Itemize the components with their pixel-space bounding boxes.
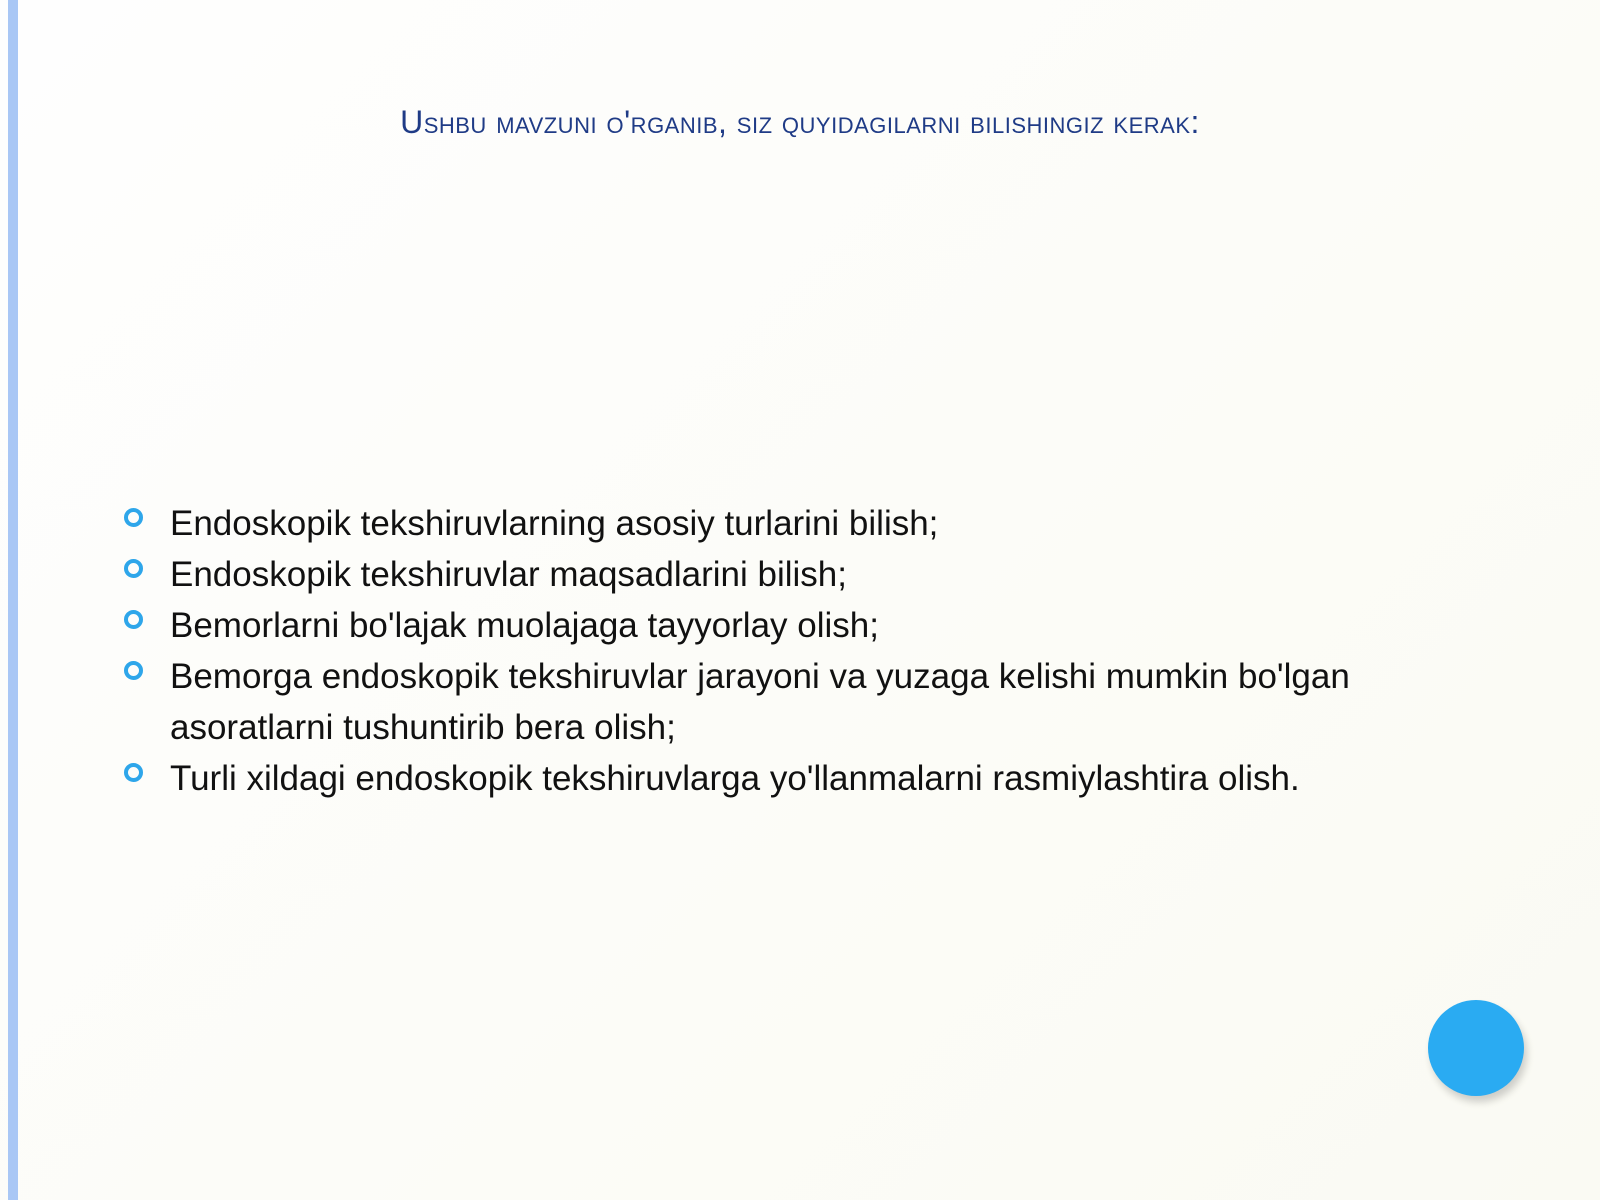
ring-bullet-icon (124, 763, 143, 782)
list-item (120, 549, 1490, 600)
list-item (120, 600, 1490, 651)
list-item (120, 753, 1490, 804)
ring-bullet-icon (124, 508, 143, 527)
ring-bullet-icon (124, 610, 143, 629)
bullet-text: Bemorga endoskopik tekshiruvlar jarayoni va yuzaga kelishi mumkin bo'lgan asoratlarni tushuntirib bera olish; (170, 657, 1350, 747)
ring-bullet-icon (124, 559, 143, 578)
list-item (120, 498, 1490, 549)
bullet-list (120, 498, 1490, 804)
ring-bullet-icon (124, 661, 143, 680)
left-accent-bar (8, 0, 18, 1200)
bullet-text: Turli xildagi endoskopik tekshiruvlarga yo'llanmalarni rasmiylashtira olish. (170, 759, 1300, 798)
slide-title: Ushbu mavzuni o'rganib, siz quyidagilarni bilishingiz kerak: (400, 104, 1200, 140)
bullet-text: Endoskopik tekshiruvlarning asosiy turlarini bilish; (170, 504, 939, 543)
list-item (120, 651, 1490, 753)
decorative-circle (1428, 1000, 1524, 1096)
bullet-text: Endoskopik tekshiruvlar maqsadlarini bilish; (170, 555, 847, 594)
bullet-text: Bemorlarni bo'lajak muolajaga tayyorlay olish; (170, 606, 879, 645)
